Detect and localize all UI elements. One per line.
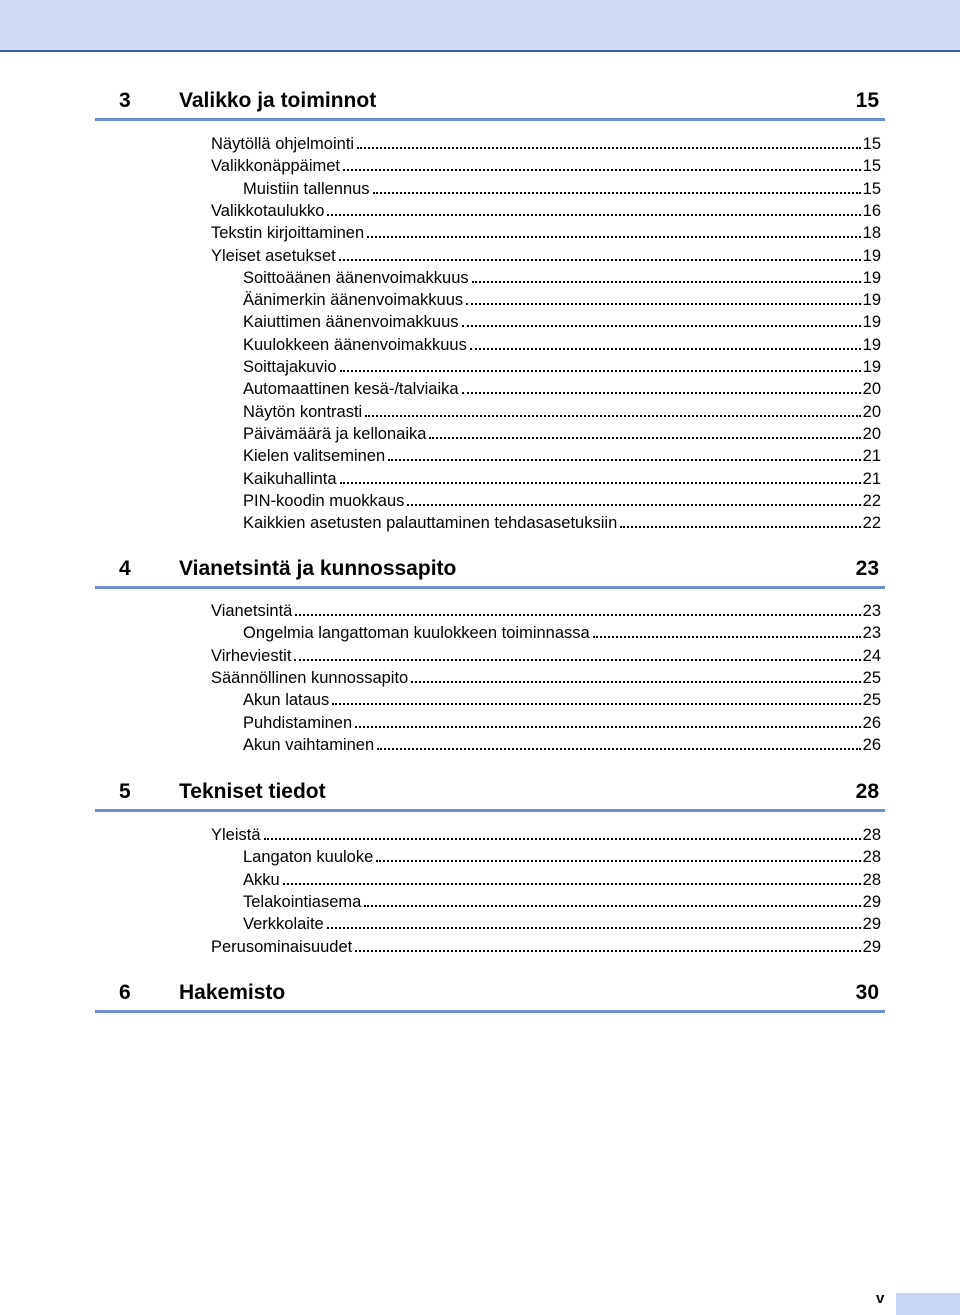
toc-entry-title: Perusominaisuudet [211, 937, 353, 956]
toc-entry-page: 24 [862, 646, 881, 665]
toc-entry-page: 21 [862, 447, 881, 466]
chapter-page: 23 [855, 557, 879, 580]
toc-entry-page: 25 [862, 691, 881, 710]
toc-entry[interactable] [211, 666, 881, 688]
page-number: v [876, 1290, 885, 1307]
toc-entry[interactable] [243, 868, 881, 890]
toc-entry-page: 26 [862, 713, 881, 732]
toc-entry-title: Puhdistaminen [243, 713, 353, 732]
toc-entry[interactable] [211, 154, 881, 176]
toc-entry-title: Vianetsintä [211, 602, 293, 620]
toc-entry[interactable] [243, 400, 881, 422]
chapter-heading[interactable] [95, 779, 885, 812]
dot-leader [365, 415, 860, 417]
dot-leader [327, 927, 861, 929]
toc-entry-title: PIN-koodin muokkaus [243, 491, 405, 510]
dot-leader [295, 614, 860, 616]
toc-entry-page: 20 [862, 424, 881, 443]
toc-entry-page: 20 [862, 380, 881, 399]
chapter-title: Valikko ja toiminnot [179, 89, 377, 112]
toc-entry-page: 28 [862, 848, 881, 867]
dot-leader [339, 259, 861, 261]
toc-entry[interactable] [243, 890, 881, 912]
chapter-number: 4 [119, 557, 131, 580]
toc-entry[interactable] [211, 935, 881, 957]
toc-entry-page: 15 [862, 135, 881, 153]
toc-entry-title: Kielen valitseminen [243, 447, 386, 466]
toc-entry-title: Akun vaihtaminen [243, 735, 375, 754]
toc-entry-title: Akku [243, 870, 280, 889]
toc-entry-page: 29 [862, 937, 881, 956]
toc-entry-title: Kaikkien asetusten palauttaminen tehdasasetuksiin [243, 514, 618, 533]
toc-entry-title: Soittoäänen äänenvoimakkuus [243, 268, 469, 287]
toc-entry-title: Kaiuttimen äänenvoimakkuus [243, 313, 459, 332]
dot-leader [462, 392, 861, 394]
toc-entry-page: 16 [862, 201, 881, 220]
chapter-title: Vianetsintä ja kunnossapito [179, 557, 457, 580]
dot-leader [470, 348, 861, 350]
dot-leader [388, 459, 860, 461]
toc-entry[interactable] [243, 355, 881, 377]
toc-entry-title: Langaton kuuloke [243, 848, 374, 867]
toc-entry-title: Kuulokkeen äänenvoimakkuus [243, 335, 467, 354]
toc-entry-page: 22 [862, 491, 881, 510]
toc-entry-page: 19 [862, 268, 881, 287]
toc-entry-title: Näytön kontrasti [243, 402, 363, 421]
toc-entry-page: 21 [862, 469, 881, 488]
toc-entry-title: Automaattinen kesä-/talviaika [243, 380, 459, 399]
chapter-title: Tekniset tiedot [179, 780, 326, 803]
toc-entry[interactable] [243, 467, 881, 489]
toc-entry-title: Valikkotaulukko [211, 201, 325, 220]
toc-entry[interactable] [243, 711, 881, 733]
toc-entry-page: 25 [862, 668, 881, 687]
toc-entry[interactable] [243, 688, 881, 710]
toc-entry-page: 19 [862, 313, 881, 332]
toc-entry-title: Akun lataus [243, 691, 330, 710]
toc-entry-title: Äänimerkin äänenvoimakkuus [243, 291, 464, 310]
toc-entry-title: Kaikuhallinta [243, 469, 337, 488]
chapter-heading[interactable] [95, 556, 885, 589]
toc-entry-title: Verkkolaite [243, 915, 324, 934]
toc-entry[interactable] [211, 244, 881, 266]
toc-entry-page: 28 [862, 870, 881, 889]
dot-leader [340, 482, 861, 484]
toc-entry[interactable] [243, 377, 881, 399]
dot-leader [340, 370, 861, 372]
toc-entry-title: Yleiset asetukset [211, 246, 336, 265]
toc-entry-title: Säännöllinen kunnossapito [211, 668, 409, 687]
header-band [0, 0, 960, 52]
toc-entry-page: 26 [862, 735, 881, 754]
chapter-page: 28 [855, 780, 879, 803]
toc-entry[interactable] [243, 266, 881, 288]
chapter-number: 3 [119, 89, 131, 112]
dot-leader [462, 325, 861, 327]
toc-entry[interactable] [243, 333, 881, 355]
dot-leader [376, 860, 860, 862]
chapter-number: 5 [119, 780, 131, 803]
toc-entry[interactable] [243, 511, 881, 533]
toc-entry-title: Tekstin kirjoittaminen [211, 224, 365, 243]
toc-entry-page: 18 [862, 224, 881, 243]
toc-entry[interactable] [243, 288, 881, 310]
toc-entry-title: Päivämäärä ja kellonaika [243, 424, 427, 443]
toc-entry-title: Valikkonäppäimet [211, 157, 341, 176]
toc-entry-page: 23 [862, 602, 881, 620]
chapter-heading[interactable] [95, 88, 885, 121]
dot-leader [373, 192, 861, 194]
toc-entry-page: 29 [862, 915, 881, 934]
dot-leader [407, 504, 860, 506]
toc-entry-page: 28 [862, 826, 881, 844]
dot-leader [264, 838, 861, 840]
toc-entry-title: Yleistä [211, 826, 261, 844]
toc-entry[interactable] [243, 845, 881, 867]
dot-leader [357, 147, 861, 149]
chapter-title: Hakemisto [179, 981, 286, 1004]
toc-entry[interactable] [211, 132, 881, 154]
dot-leader [355, 950, 860, 952]
dot-leader [411, 681, 860, 683]
toc-entry-title: Ongelmia langattoman kuulokkeen toiminnassa [243, 624, 590, 643]
toc-entry-page: 15 [862, 179, 881, 198]
toc-entry-title: Virheviestit [211, 646, 292, 665]
chapter-page: 15 [855, 89, 879, 112]
dot-leader [472, 281, 861, 283]
toc-entry[interactable] [211, 644, 881, 666]
toc-entry[interactable] [211, 599, 881, 621]
dot-leader [620, 526, 860, 528]
dot-leader [294, 659, 860, 661]
toc-entry-page: 23 [862, 624, 881, 643]
dot-leader [593, 636, 861, 638]
footer-tab [896, 1293, 960, 1315]
toc-entry[interactable] [243, 733, 881, 755]
chapter-heading[interactable] [95, 980, 885, 1013]
dot-leader [327, 214, 860, 216]
toc-entry-page: 19 [862, 291, 881, 310]
toc-entry-page: 15 [862, 157, 881, 176]
toc-entry[interactable] [243, 422, 881, 444]
toc-entry[interactable] [243, 444, 881, 466]
dot-leader [332, 703, 860, 705]
toc-entry[interactable] [243, 489, 881, 511]
chapter-number: 6 [119, 981, 131, 1004]
toc-entry[interactable] [211, 823, 881, 845]
dot-leader [429, 437, 860, 439]
toc-entry-page: 29 [862, 892, 881, 911]
dot-leader [377, 748, 860, 750]
toc-entry-page: 20 [862, 402, 881, 421]
toc-entry[interactable] [211, 221, 881, 243]
toc-entry[interactable] [243, 310, 881, 332]
toc-entry-title: Soittajakuvio [243, 358, 337, 376]
toc-entry-page: 19 [862, 358, 881, 376]
toc-entry-title: Muistiin tallennus [243, 179, 370, 198]
toc-entry-page: 19 [862, 335, 881, 354]
dot-leader [367, 236, 861, 238]
chapter-page: 30 [855, 981, 879, 1004]
toc-entry-page: 19 [862, 246, 881, 265]
toc-entry[interactable] [243, 177, 881, 199]
dot-leader [343, 169, 861, 171]
dot-leader [466, 303, 861, 305]
dot-leader [355, 726, 860, 728]
toc-entry-page: 22 [862, 514, 881, 533]
toc-entry[interactable] [243, 912, 881, 934]
toc-entry[interactable] [211, 199, 881, 221]
dot-leader [364, 905, 860, 907]
toc-entry-title: Telakointiasema [243, 892, 362, 911]
toc-entry[interactable] [243, 621, 881, 643]
dot-leader [283, 883, 861, 885]
toc-entry-title: Näytöllä ohjelmointi [211, 135, 355, 153]
